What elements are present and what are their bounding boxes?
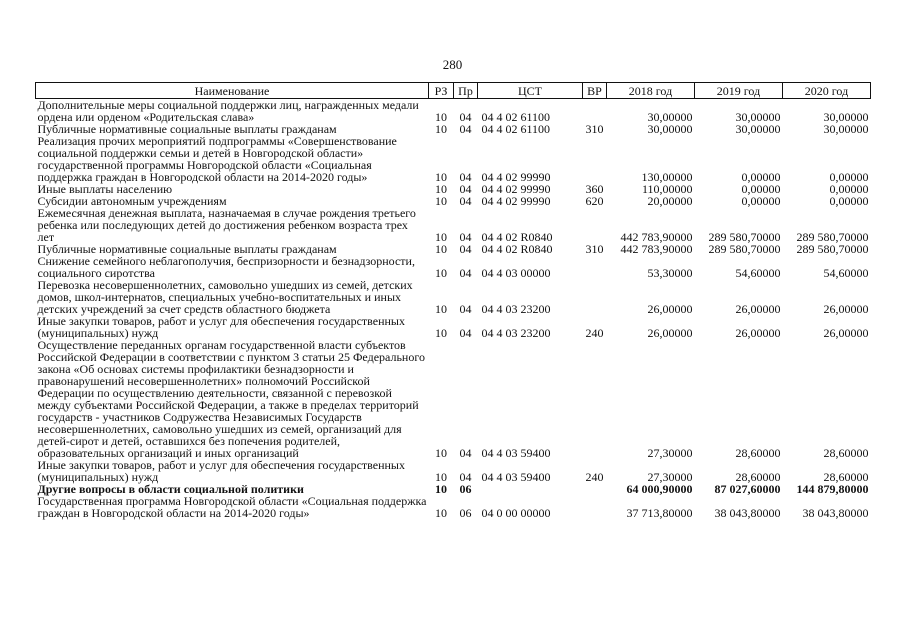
header-2018: 2018 год bbox=[607, 83, 695, 99]
cell-2019: 0,00000 bbox=[741, 194, 781, 208]
cell-2018: 27,30000 bbox=[647, 470, 693, 484]
cell-2018: 30,00000 bbox=[647, 122, 693, 136]
cell-rz: 10 bbox=[435, 110, 447, 124]
cell-pr: 06 bbox=[459, 482, 472, 496]
cell-cst: 04 4 02 61100 bbox=[481, 122, 551, 136]
cell-pr: 04 bbox=[459, 470, 472, 484]
cell-2020: 0,00000 bbox=[829, 170, 869, 184]
header-rz: РЗ bbox=[429, 83, 454, 99]
cell-cst bbox=[478, 483, 583, 495]
header-2020: 2020 год bbox=[783, 83, 871, 99]
cell-2019: 54,60000 bbox=[735, 266, 781, 280]
cell-2018: 53,30000 bbox=[647, 266, 693, 280]
cell-vr bbox=[583, 207, 607, 243]
cell-cst: 04 4 02 99990 bbox=[481, 170, 551, 184]
cell-2019: 28,60000 bbox=[735, 470, 781, 484]
cell-rz: 10 bbox=[435, 302, 447, 316]
cell-pr: 04 bbox=[459, 266, 472, 280]
cell-vr bbox=[583, 495, 607, 519]
cell-2019: 26,00000 bbox=[735, 302, 781, 316]
cell-2018: 64 000,90000 bbox=[626, 482, 693, 496]
cell-2018: 30,00000 bbox=[647, 110, 693, 124]
cell-name: Снижение семейного неблагополучия, беспризорности и безнадзорности, социального сиротства bbox=[37, 254, 415, 280]
cell-rz: 10 bbox=[435, 194, 447, 208]
cell-2018: 26,00000 bbox=[647, 302, 693, 316]
cell-2019: 28,60000 bbox=[735, 446, 781, 460]
cell-2020: 144 879,80000 bbox=[796, 482, 869, 496]
cell-vr: 620 bbox=[585, 194, 604, 208]
cell-pr: 04 bbox=[459, 242, 472, 256]
cell-2020: 26,00000 bbox=[823, 326, 869, 340]
table-row bbox=[36, 315, 871, 339]
cell-2018: 442 783,90000 bbox=[620, 230, 693, 244]
table-header bbox=[36, 83, 871, 99]
header-pr: Пр bbox=[454, 83, 478, 99]
cell-2020: 26,00000 bbox=[823, 302, 869, 316]
cell-name: Другие вопросы в области социальной политики bbox=[37, 482, 304, 496]
table-row bbox=[36, 135, 871, 183]
cell-pr: 04 bbox=[459, 194, 472, 208]
cell-2020: 54,60000 bbox=[823, 266, 869, 280]
page-number: 280 bbox=[442, 57, 463, 72]
cell-cst: 04 4 02 R0840 bbox=[481, 230, 553, 244]
cell-2019: 289 580,70000 bbox=[708, 230, 781, 244]
cell-2019: 30,00000 bbox=[735, 110, 781, 124]
cell-name: Иные выплаты населению bbox=[37, 182, 173, 196]
cell-rz: 10 bbox=[435, 170, 447, 184]
table-row bbox=[36, 279, 871, 315]
cell-pr: 04 bbox=[459, 170, 472, 184]
cell-rz: 10 bbox=[435, 122, 447, 136]
cell-vr bbox=[583, 135, 607, 183]
cell-cst: 04 4 02 99990 bbox=[481, 194, 551, 208]
cell-2018: 37 713,80000 bbox=[626, 506, 693, 520]
header-vr: ВР bbox=[583, 83, 607, 99]
cell-name: Публичные нормативные социальные выплаты гражданам bbox=[37, 242, 337, 256]
cell-vr: 360 bbox=[585, 182, 604, 196]
cell-name: Субсидии автономным учреждениям bbox=[37, 194, 227, 208]
cell-2020: 30,00000 bbox=[823, 110, 869, 124]
cell-rz: 10 bbox=[435, 326, 447, 340]
cell-name: Публичные нормативные социальные выплаты гражданам bbox=[37, 122, 337, 136]
cell-vr bbox=[583, 255, 607, 279]
cell-cst: 04 4 02 R0840 bbox=[481, 242, 553, 256]
cell-2018: 130,00000 bbox=[641, 170, 693, 184]
cell-vr bbox=[583, 483, 607, 495]
cell-pr: 04 bbox=[459, 122, 472, 136]
cell-2020: 38 043,80000 bbox=[802, 506, 869, 520]
cell-rz: 10 bbox=[435, 446, 447, 460]
cell-name: Осуществление переданных органам государственной власти субъектов Российской Федерации в соответствии с пунктом 3 статьи 25 Федерального закона «Об основах системы профилактики безнадзорности и правонарушений несовершеннолетних» полномочий Российской Федерации по осуществлению деятельности, связанной с перевозкой между субъектами Российской Федерации, а также в пределах территорий государств - участников Содружества Независимых Государств несовершеннолетних, самовольно ушедших из семей, организаций для детей-сирот и детей, оставшихся без попечения родителей, образовательных организаций и иных организаций bbox=[37, 338, 425, 460]
cell-2019: 30,00000 bbox=[735, 122, 781, 136]
cell-pr: 04 bbox=[459, 326, 472, 340]
cell-2018: 20,00000 bbox=[647, 194, 693, 208]
cell-2018: 27,30000 bbox=[647, 446, 693, 460]
cell-cst: 04 4 03 23200 bbox=[481, 302, 551, 316]
cell-rz: 10 bbox=[435, 182, 447, 196]
cell-2018: 442 783,90000 bbox=[620, 242, 693, 256]
cell-vr bbox=[583, 279, 607, 315]
cell-2020: 289 580,70000 bbox=[796, 242, 869, 256]
cell-2018: 110,00000 bbox=[641, 182, 693, 196]
cell-pr: 04 bbox=[459, 230, 472, 244]
cell-name: Государственная программа Новгородской области «Социальная поддержка граждан в Новгородской области на 2014-2020 годы» bbox=[37, 494, 427, 520]
cell-name: Ежемесячная денежная выплата, назначаемая в случае рождения третьего ребенка или последующих детей до достижения ребенком возраста трех лет bbox=[37, 206, 416, 244]
cell-cst: 04 4 03 00000 bbox=[481, 266, 551, 280]
cell-pr: 06 bbox=[459, 506, 472, 520]
cell-pr: 04 bbox=[459, 182, 472, 196]
cell-2019: 289 580,70000 bbox=[708, 242, 781, 256]
table-row bbox=[36, 207, 871, 243]
cell-cst: 04 0 00 00000 bbox=[481, 506, 551, 520]
cell-pr: 04 bbox=[459, 446, 472, 460]
header-cst: ЦСТ bbox=[478, 83, 583, 99]
cell-2019: 0,00000 bbox=[741, 182, 781, 196]
cell-rz: 10 bbox=[435, 230, 447, 244]
header-2019: 2019 год bbox=[695, 83, 783, 99]
cell-vr: 310 bbox=[585, 122, 604, 136]
cell-2019: 0,00000 bbox=[741, 170, 781, 184]
cell-2020: 30,00000 bbox=[823, 122, 869, 136]
table-row bbox=[36, 339, 871, 459]
cell-cst: 04 4 03 23200 bbox=[481, 326, 551, 340]
table-row bbox=[36, 495, 871, 519]
table-row bbox=[36, 459, 871, 483]
table-body bbox=[36, 99, 871, 520]
cell-rz: 10 bbox=[435, 482, 447, 496]
cell-2020: 0,00000 bbox=[829, 182, 869, 196]
cell-rz: 10 bbox=[435, 506, 447, 520]
cell-2019: 87 027,60000 bbox=[714, 482, 781, 496]
cell-2019: 26,00000 bbox=[735, 326, 781, 340]
cell-pr: 04 bbox=[459, 302, 472, 316]
cell-cst: 04 4 03 59400 bbox=[481, 446, 551, 460]
cell-name: Дополнительные меры социальной поддержки лиц, награжденных медали ордена или орденом «Родительская слава» bbox=[37, 98, 419, 124]
cell-name: Иные закупки товаров, работ и услуг для обеспечения государственных (муниципальных) нужд bbox=[37, 458, 405, 484]
cell-rz: 10 bbox=[435, 266, 447, 280]
cell-vr: 240 bbox=[585, 326, 604, 340]
cell-rz: 10 bbox=[435, 242, 447, 256]
cell-vr: 240 bbox=[585, 470, 604, 484]
table-row bbox=[36, 255, 871, 279]
cell-2020: 289 580,70000 bbox=[796, 230, 869, 244]
budget-table bbox=[35, 82, 871, 519]
cell-vr bbox=[583, 99, 607, 124]
cell-pr: 04 bbox=[459, 110, 472, 124]
cell-cst: 04 4 02 61100 bbox=[481, 110, 551, 124]
header-name: Наименование bbox=[36, 83, 429, 99]
cell-vr: 310 bbox=[585, 242, 604, 256]
cell-name: Перевозка несовершеннолетних, самовольно ушедших из семей, детских домов, школ-интернатов, специальных учебно-воспитательных и иных детских учреждений за счет средств областного бюджета bbox=[37, 278, 413, 316]
cell-2020: 28,60000 bbox=[823, 470, 869, 484]
cell-name: Реализация прочих мероприятий подпрограммы «Совершенствование социальной поддержки семьи и детей в Новгородской области» государственной программы Новгородской области «Социальная поддержка граждан в Новгородской области на 2014-2020 годы» bbox=[37, 134, 397, 184]
cell-vr bbox=[583, 339, 607, 459]
table-row bbox=[36, 99, 871, 124]
cell-cst: 04 4 02 99990 bbox=[481, 182, 551, 196]
cell-rz: 10 bbox=[435, 470, 447, 484]
cell-2020: 28,60000 bbox=[823, 446, 869, 460]
cell-2018: 26,00000 bbox=[647, 326, 693, 340]
cell-2020: 0,00000 bbox=[829, 194, 869, 208]
cell-name: Иные закупки товаров, работ и услуг для обеспечения государственных (муниципальных) нужд bbox=[37, 314, 405, 340]
cell-2019: 38 043,80000 bbox=[714, 506, 781, 520]
cell-cst: 04 4 03 59400 bbox=[481, 470, 551, 484]
